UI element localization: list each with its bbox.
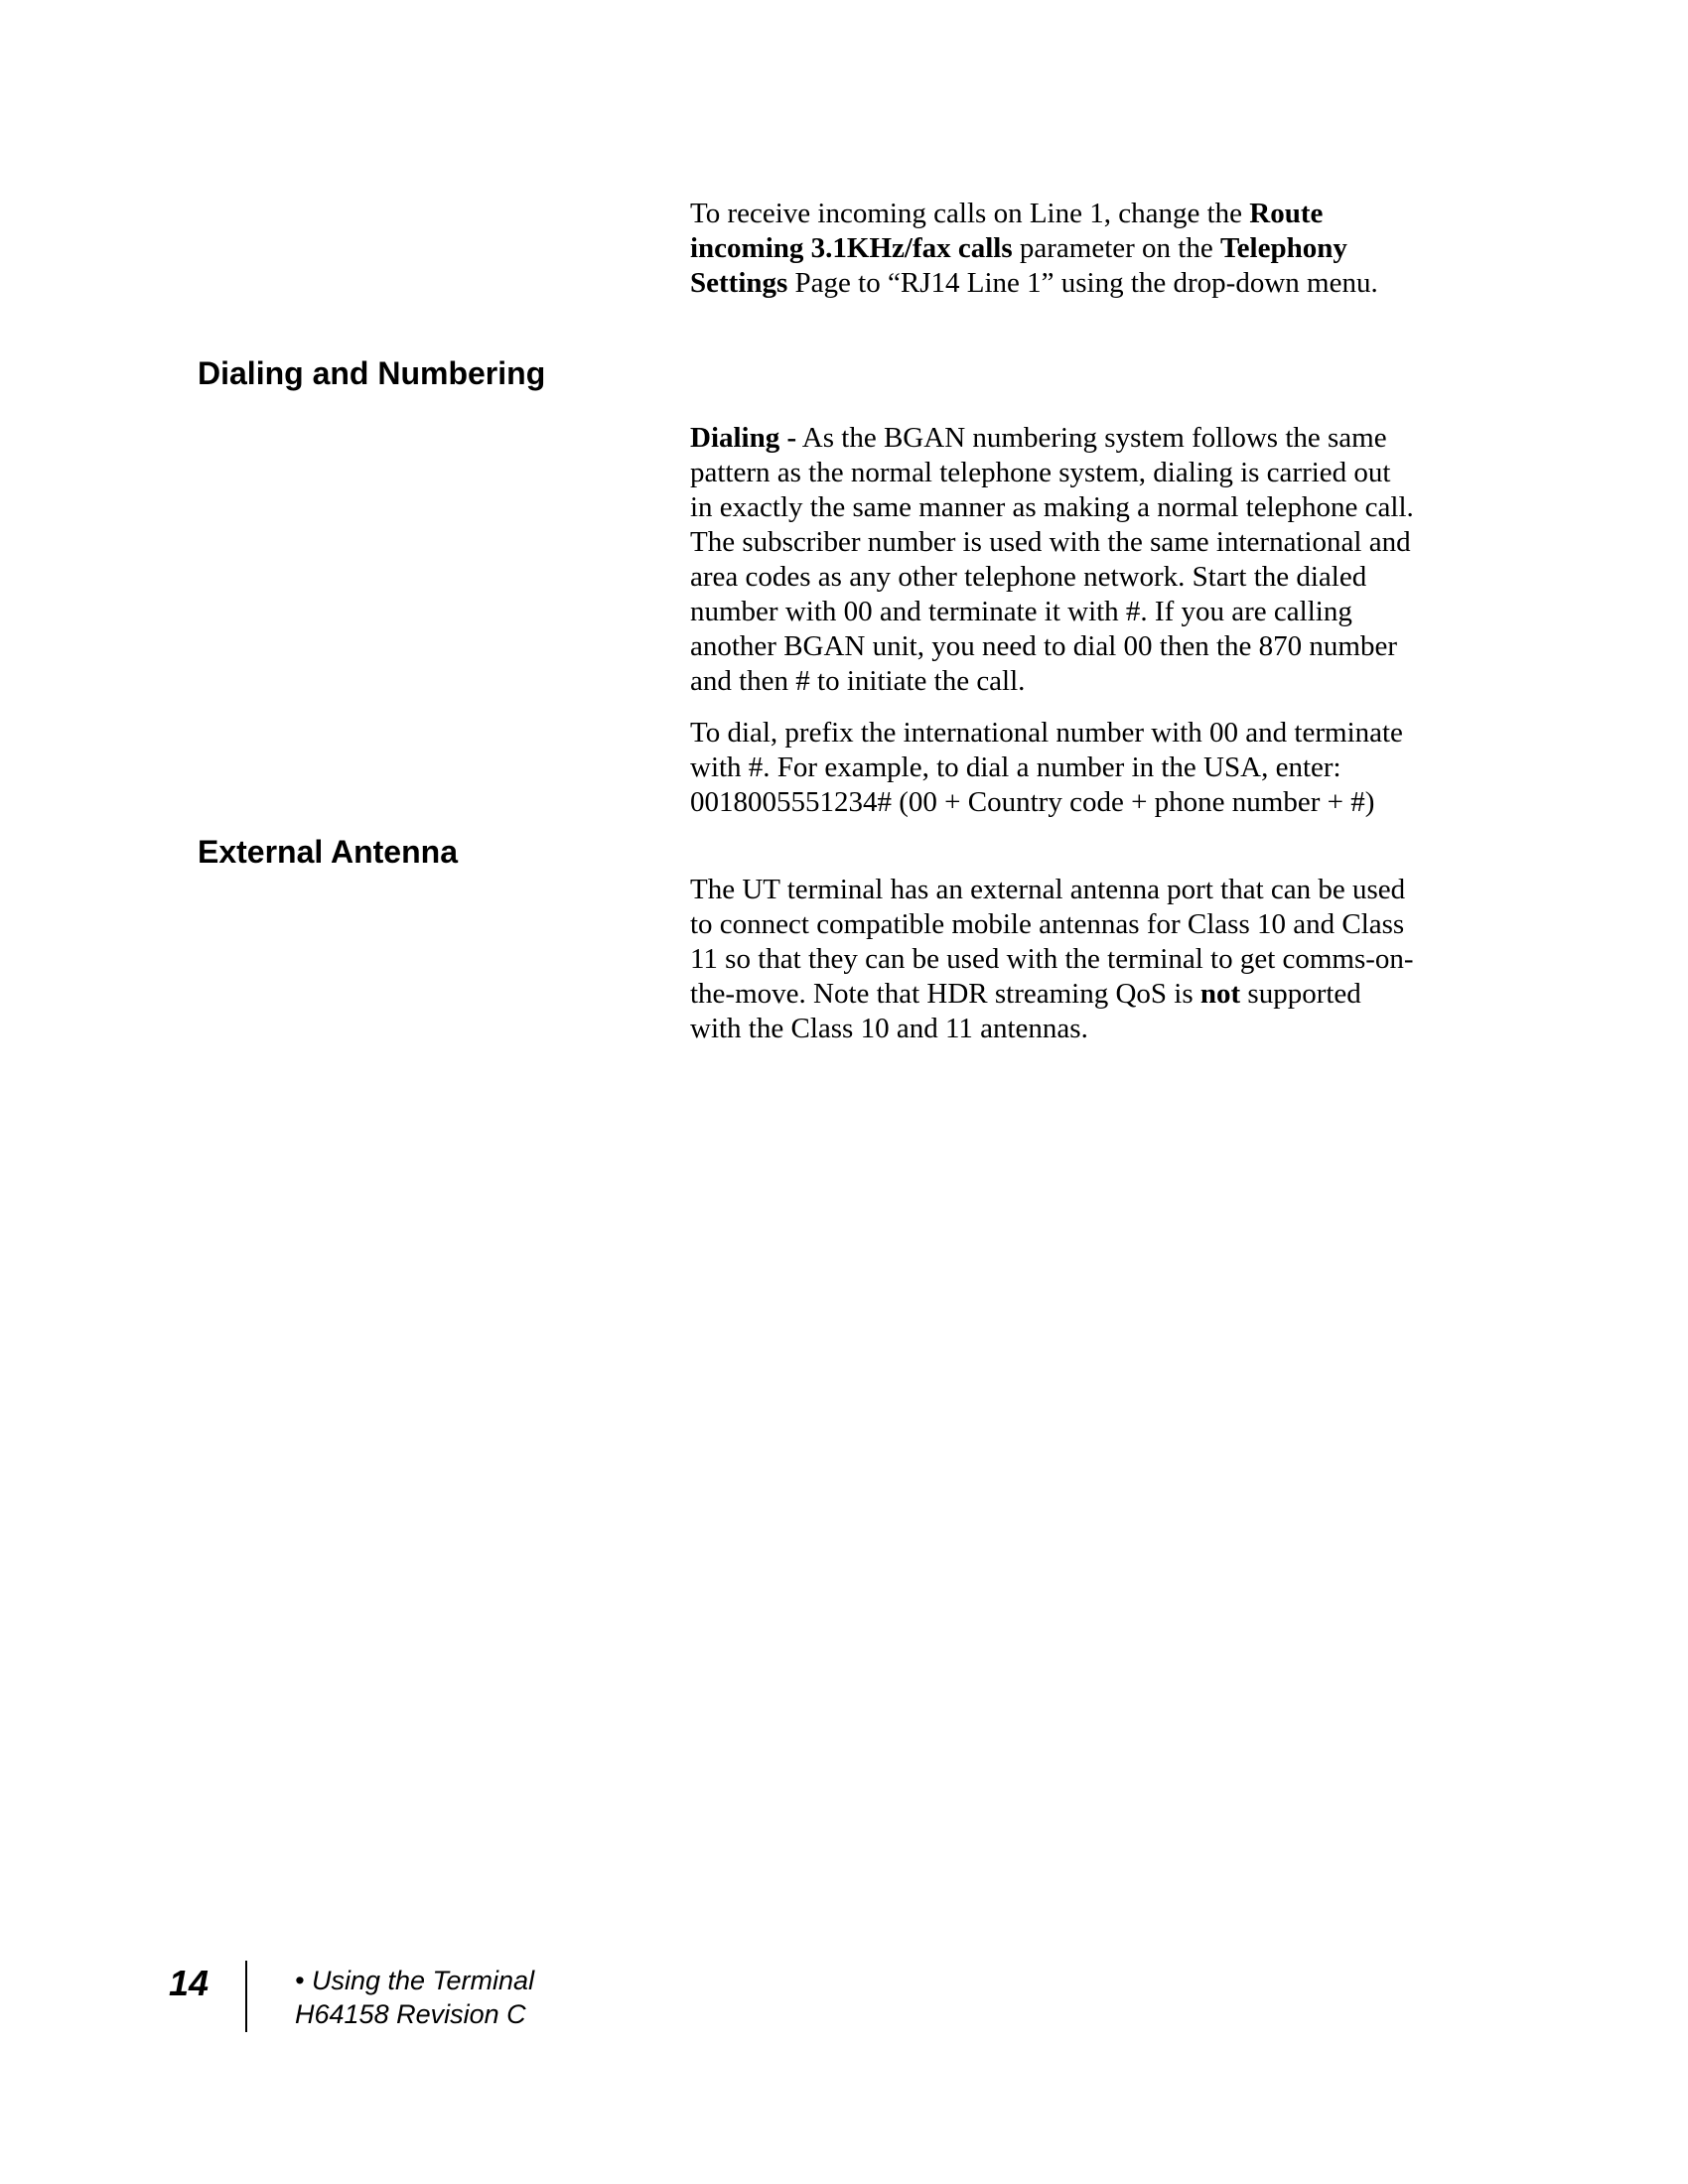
dial-example-line-3: 0018005551234# (00 + Country code + phone number + #) xyxy=(690,786,1375,818)
intro-paragraph xyxy=(690,197,1465,301)
dialing-line-1: Dialing - As the BGAN numbering system follows the same xyxy=(690,422,1387,454)
intro-line-3: Settings Page to “RJ14 Line 1” using the drop-down menu. xyxy=(690,267,1378,299)
dialing-line-2: pattern as the normal telephone system, dialing is carried out xyxy=(690,457,1391,488)
dialing-line-3: in exactly the same manner as making a normal telephone call. xyxy=(690,491,1414,523)
footer-section-title: • Using the Terminal xyxy=(295,1966,535,1995)
dialing-paragraph xyxy=(690,421,1465,699)
settings-term: Settings xyxy=(690,267,788,299)
not-emphasis: not xyxy=(1199,978,1241,1010)
dialing-line-7: another BGAN unit, you need to dial 00 then the 870 number xyxy=(690,630,1397,662)
external-antenna-heading: External Antenna xyxy=(198,834,458,870)
dialing-lead: Dialing - xyxy=(690,422,797,454)
dial-example-line-1: To dial, prefix the international number with 00 and terminate xyxy=(690,717,1403,749)
dialing-line-5: area codes as any other telephone network. Start the dialed xyxy=(690,561,1367,593)
incoming-calls-term: incoming 3.1KHz/fax calls xyxy=(690,232,1013,264)
page-number: 14 xyxy=(169,1963,210,2003)
antenna-line-1: The UT terminal has an external antenna port that can be used xyxy=(690,874,1406,905)
antenna-line-5: with the Class 10 and 11 antennas. xyxy=(690,1013,1088,1044)
footer-doc-id: H64158 Revision C xyxy=(295,1999,526,2029)
route-term: Route xyxy=(1249,198,1324,229)
antenna-line-3: 11 so that they can be used with the terminal to get comms-on- xyxy=(690,943,1414,975)
dial-example-line-2: with #. For example, to dial a number in the USA, enter: xyxy=(690,751,1341,783)
dialing-line-6: number with 00 and terminate it with #. If you are calling xyxy=(690,596,1352,627)
dialing-line-4: The subscriber number is used with the same international and xyxy=(690,526,1411,558)
dial-example-paragraph xyxy=(690,716,1465,820)
dialing-line-8: and then # to initiate the call. xyxy=(690,665,1026,697)
dialing-numbering-heading: Dialing and Numbering xyxy=(198,355,546,391)
antenna-line-2: to connect compatible mobile antennas for Class 10 and Class xyxy=(690,908,1405,940)
antenna-paragraph xyxy=(690,873,1465,1046)
footer-info xyxy=(295,1964,534,2031)
footer-divider xyxy=(245,1961,247,2032)
telephony-term: Telephony xyxy=(1219,232,1347,264)
intro-line-1: To receive incoming calls on Line 1, change the Route xyxy=(690,198,1324,229)
antenna-line-4: the-move. Note that HDR streaming QoS is not supported xyxy=(690,978,1361,1010)
intro-line-2: incoming 3.1KHz/fax calls parameter on the Telephony xyxy=(690,232,1347,264)
